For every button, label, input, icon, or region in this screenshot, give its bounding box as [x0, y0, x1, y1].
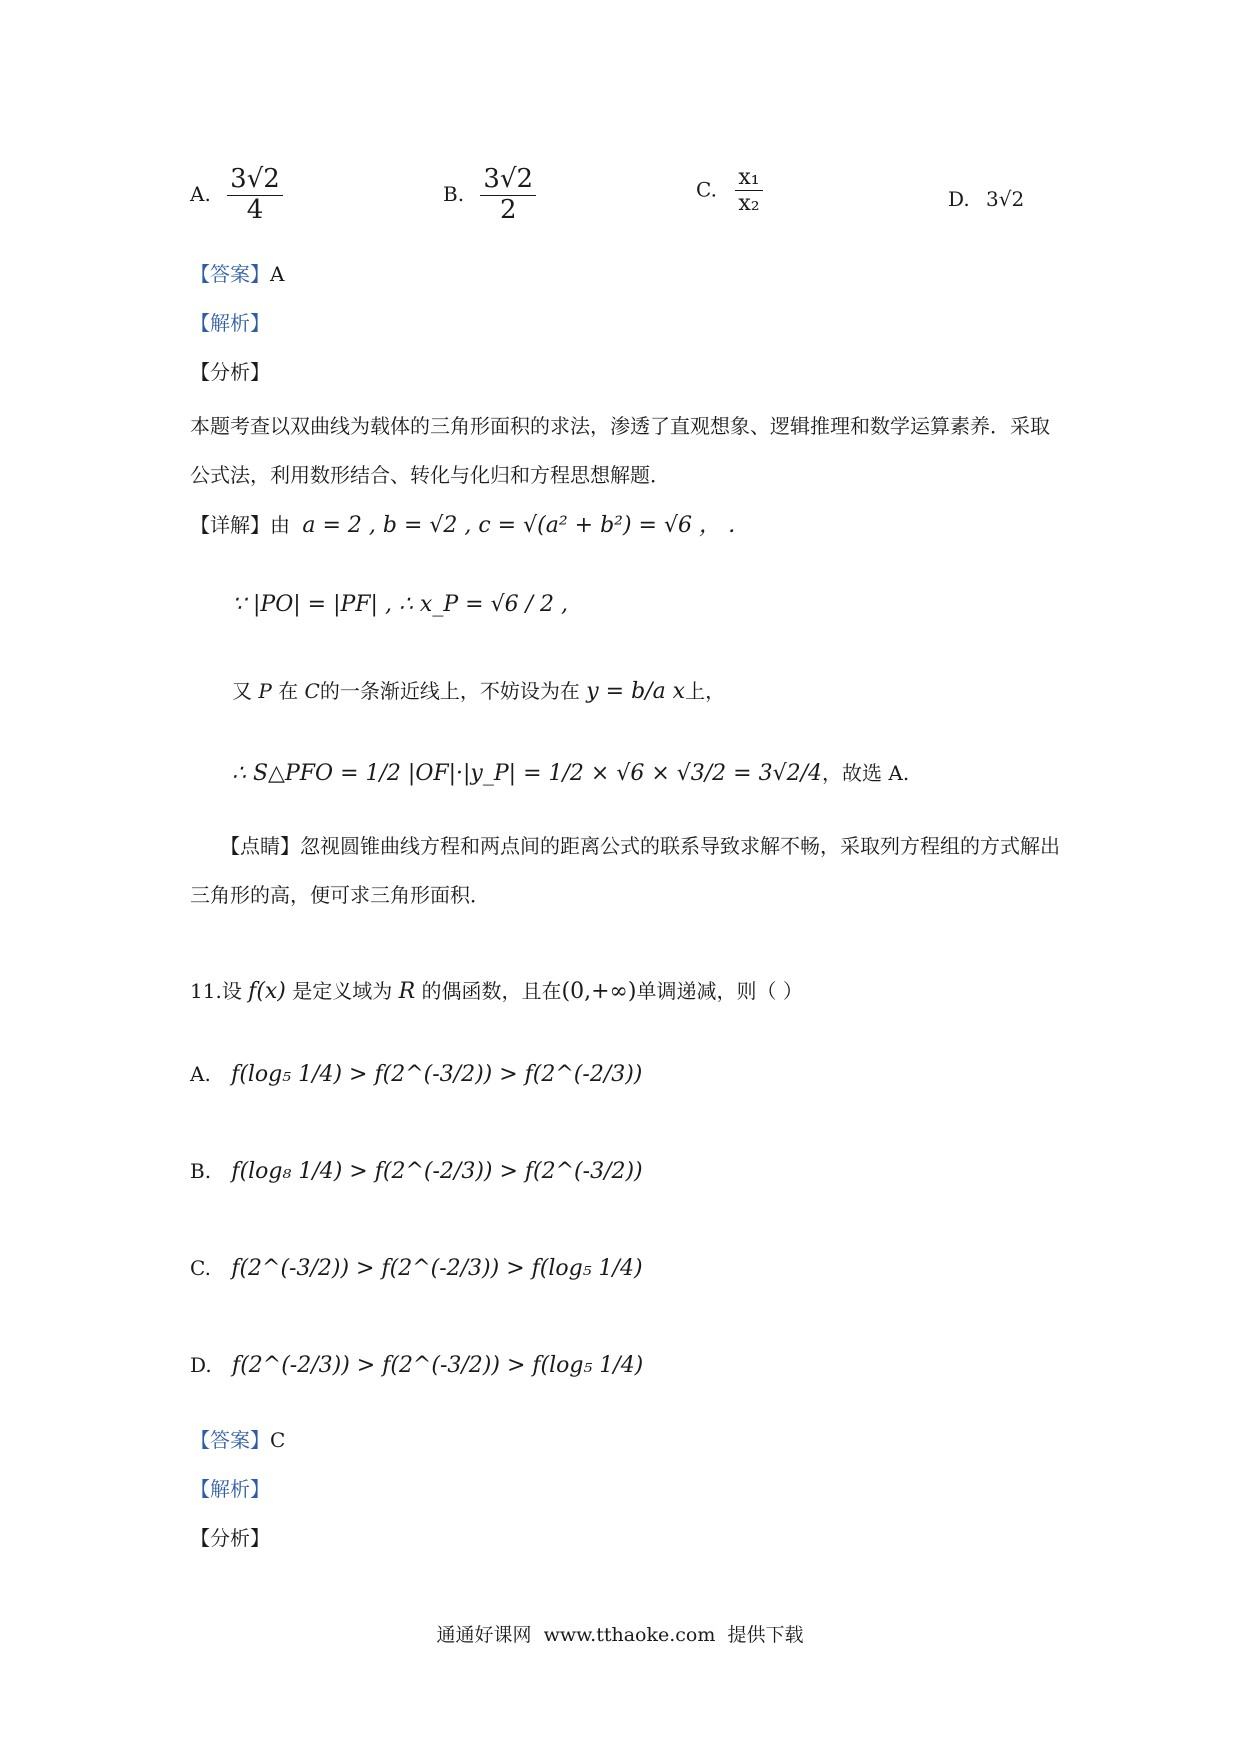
detail-step-2 [232, 675, 725, 704]
step2-text-a: 又 [232, 679, 252, 703]
option-letter: C. [190, 1256, 211, 1280]
option-d [948, 187, 1024, 211]
option-letter: B. [190, 1159, 212, 1183]
denominator: 2 [499, 194, 517, 225]
answer-tag: 【答案】 [190, 1428, 270, 1452]
answer-value: A [270, 262, 285, 286]
numerator: x₁ [735, 165, 762, 191]
answer-value: C [270, 1428, 286, 1452]
step2-curve-c: C [304, 679, 320, 703]
fraction [227, 165, 283, 226]
step2-equation: y = b/a x [586, 679, 686, 704]
option-letter: D. [190, 1353, 212, 1377]
option-a [190, 165, 285, 226]
option-letter: A. [190, 181, 211, 206]
q11-option-b [190, 1159, 643, 1184]
q11-analysis-tag: 【解析】 [190, 1477, 270, 1501]
fenxi-paragraph [190, 402, 1060, 500]
dianjing-text: 忽视圆锥曲线方程和两点间的距离公式的联系导致求解不畅，采取列方程组的方式解出三角形的高，便可求三角形面积． [190, 834, 1060, 907]
stem-text-d: 单调递减，则（ ） [636, 979, 803, 1003]
denominator: 4 [246, 194, 264, 225]
page-footer: 通通好课网 www.tthaoke.com 提供下载 [436, 1624, 804, 1646]
stem-text-c: 的偶函数，且在 [421, 979, 562, 1003]
option-letter: C. [696, 177, 717, 202]
stem-interval: (0,+∞) [561, 979, 637, 1004]
question-number: 11. [190, 979, 222, 1003]
option-expression: f(2^(-2/3)) > f(2^(-3/2)) > f(log₅ 1/4) [232, 1353, 644, 1378]
step3-equation: ∴ S△PFO = 1/2 |OF|·|y_P| = 1/2 × √6 × √3/2 = 3√2/4 [232, 761, 823, 786]
detail-line [190, 508, 750, 539]
option-letter: D. [948, 187, 970, 211]
dianjing-tag: 【点睛】 [220, 834, 300, 858]
answer-line [190, 258, 284, 287]
fraction [735, 165, 762, 217]
step2-text-c: 在 [278, 679, 299, 703]
step2-point-p: P [258, 679, 272, 703]
analysis-tag: 【解析】 [190, 311, 270, 335]
option-c [696, 165, 765, 217]
option-expression: f(2^(-3/2)) > f(2^(-2/3)) > f(log₅ 1/4) [231, 1256, 643, 1281]
numerator: 3√2 [480, 165, 536, 196]
q11-option-d [190, 1353, 643, 1378]
fenxi-text: 本题考查以双曲线为载体的三角形面积的求法，渗透了直观想象、逻辑推理和数学运算素养．采取公式法，利用数形结合、转化与化归和方程思想解题． [190, 414, 1050, 487]
detail-step-3 [232, 757, 909, 786]
step3-tail: ，故选 A. [822, 761, 910, 785]
q11-option-a [190, 1062, 642, 1087]
denominator: x₂ [738, 191, 760, 217]
step2-text-e: 的一条渐近线上，不妨设为在 [319, 679, 580, 703]
detail-prefix: 由 [270, 513, 290, 537]
detail-equation: a = 2 , b = √2 , c = √(a² + b²) = √6 ， ． [302, 513, 750, 538]
fraction [480, 165, 536, 226]
option-b [443, 165, 538, 226]
question-11-stem [190, 975, 803, 1004]
q11-fenxi-tag: 【分析】 [190, 1526, 270, 1550]
stem-r: R [398, 979, 416, 1004]
fenxi-tag: 【分析】 [190, 360, 270, 384]
option-expression: f(log₅ 1/4) > f(2^(-3/2)) > f(2^(-2/3)) [231, 1062, 643, 1087]
detail-tag: 【详解】 [190, 513, 270, 537]
stem-fx: f(x) [248, 979, 286, 1004]
q11-option-c [190, 1256, 643, 1281]
option-letter: A. [190, 1062, 211, 1086]
step2-text-f: 上， [685, 679, 726, 703]
q11-answer-line [190, 1424, 285, 1453]
stem-text-a: 设 [221, 979, 242, 1003]
answer-tag: 【答案】 [190, 262, 270, 286]
dianjing-content [190, 822, 1060, 920]
option-letter: B. [443, 181, 465, 206]
option-value: 3√2 [986, 187, 1025, 211]
option-expression: f(log₈ 1/4) > f(2^(-2/3)) > f(2^(-3/2)) [231, 1159, 643, 1184]
numerator: 3√2 [227, 165, 283, 196]
detail-step-1: ∵ |PO| = |PF| , ∴ x_P = √6 / 2 , [232, 592, 568, 617]
stem-text-b: 是定义域为 [292, 979, 393, 1003]
dianjing-paragraph [190, 822, 1060, 920]
